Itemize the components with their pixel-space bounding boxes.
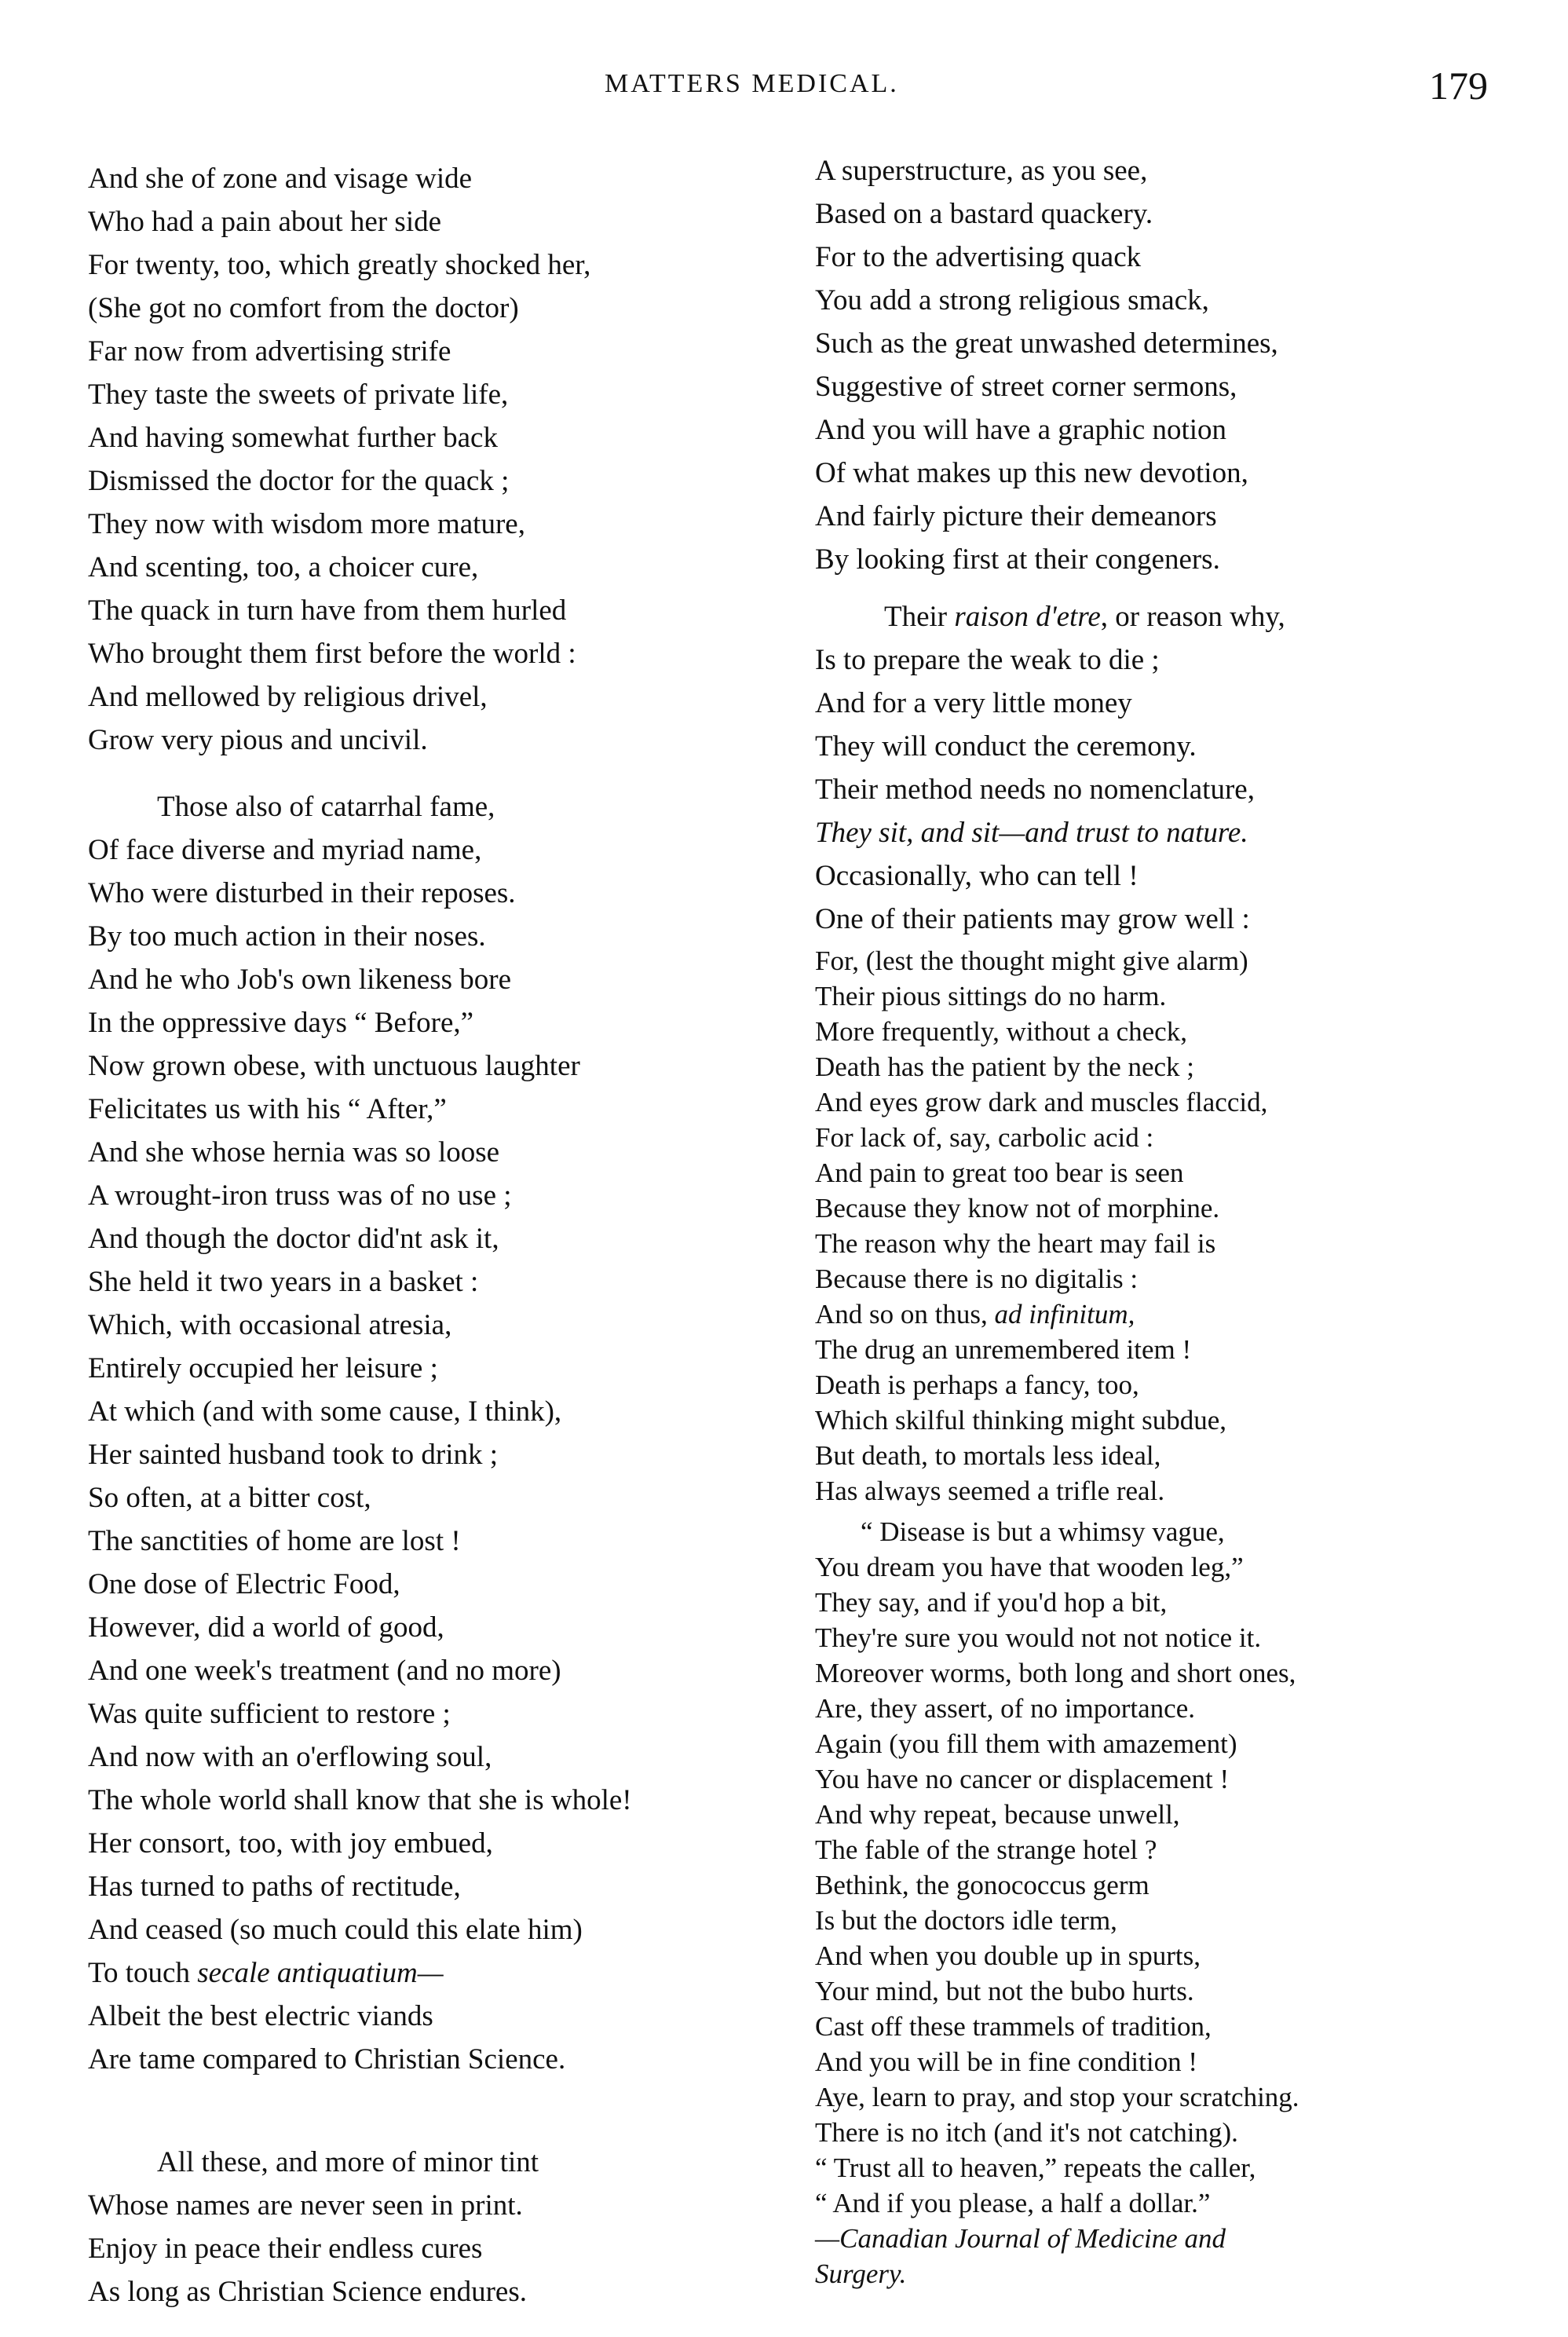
verse-line: They're sure you would not not notice it. <box>815 1622 1262 1653</box>
verse-line: (She got no comfort from the doctor) <box>88 292 519 324</box>
verse-line: By too much action in their noses. <box>88 920 486 953</box>
verse-line: And mellowed by religious drivel, <box>88 681 488 713</box>
left-stanza-2 <box>88 785 795 2081</box>
verse-line: Which skilful thinking might subdue, <box>815 1405 1226 1435</box>
verse-line: And you will have a graphic notion <box>815 414 1227 446</box>
verse-line: “ Trust all to heaven,” repeats the caller, <box>815 2152 1256 2183</box>
page-number: 179 <box>1429 64 1488 108</box>
verse-line: But death, to mortals less ideal, <box>815 1440 1161 1471</box>
right-stanza-1 <box>815 149 1522 581</box>
verse-line: Has turned to paths of rectitude, <box>88 1871 461 1903</box>
verse-line: The drug an unremembered item ! <box>815 1334 1192 1365</box>
verse-line: Suggestive of street corner sermons, <box>815 371 1237 403</box>
verse-line: And you will be in fine condition ! <box>815 2046 1198 2077</box>
verse-line: The sanctities of home are lost ! <box>88 1525 461 1557</box>
verse-line: They taste the sweets of private life, <box>88 379 509 411</box>
verse-line: Grow very pious and uncivil. <box>88 724 428 756</box>
verse-line: You add a strong religious smack, <box>815 284 1209 316</box>
italic-term: raison d'etre <box>954 601 1101 633</box>
verse-line: At which (and with some cause, I think), <box>88 1395 562 1428</box>
right-stanza-3 <box>815 1514 1522 2291</box>
verse-line <box>815 1297 1522 1332</box>
verse-line <box>88 1951 795 1995</box>
verse-line: And fairly picture their demeanors <box>815 500 1217 532</box>
verse-line: Who had a pain about her side <box>88 206 442 238</box>
verse-line: A superstructure, as you see, <box>815 155 1148 187</box>
verse-line: Who were disturbed in their reposes. <box>88 877 516 909</box>
verse-line: You have no cancer or displacement ! <box>815 1764 1230 1794</box>
verse-line: One of their patients may grow well : <box>815 903 1250 935</box>
verse-line: Who brought them first before the world : <box>88 638 576 670</box>
verse-line: For twenty, too, which greatly shocked her, <box>88 249 591 281</box>
verse-line: They sit, and sit—and trust to nature. <box>815 817 1248 849</box>
verse-line: Far now from advertising strife <box>88 335 451 368</box>
right-stanza-2 <box>815 595 1522 941</box>
verse-line: And for a very little money <box>815 687 1132 719</box>
verse-line: And scenting, too, a choicer cure, <box>88 551 479 583</box>
verse-line: And now with an o'erflowing soul, <box>88 1741 492 1773</box>
verse-line: Those also of catarrhal fame, <box>157 791 495 823</box>
verse-text: And so on thus, <box>815 1299 995 1329</box>
verse-line: Their method needs no nomenclature, <box>815 774 1255 806</box>
verse-line: Because there is no digitalis : <box>815 1264 1139 1294</box>
verse-line: Of face diverse and myriad name, <box>88 834 482 866</box>
italic-term: ad infinitum, <box>994 1299 1135 1329</box>
verse-line: You dream you have that wooden leg,” <box>815 1552 1244 1582</box>
verse-line: And she of zone and visage wide <box>88 163 473 195</box>
verse-text: To touch <box>88 1957 198 1989</box>
verse-line: The reason why the heart may fail is <box>815 1228 1216 1259</box>
verse-line: They now with wisdom more mature, <box>88 508 525 540</box>
verse-line: Because they know not of morphine. <box>815 1193 1220 1223</box>
verse-line: Are, they assert, of no importance. <box>815 1693 1196 1724</box>
verse-line: And when you double up in spurts, <box>815 1940 1201 1971</box>
verse-line: More frequently, without a check, <box>815 1016 1187 1047</box>
verse-line: The whole world shall know that she is whole! <box>88 1784 632 1816</box>
verse-line: Their pious sittings do no harm. <box>815 981 1167 1011</box>
verse-line: And pain to great too bear is seen <box>815 1158 1184 1188</box>
verse-line: Of what makes up this new devotion, <box>815 457 1248 489</box>
verse-line: However, did a world of good, <box>88 1611 444 1644</box>
verse-line: A wrought-iron truss was of no use ; <box>88 1179 512 1212</box>
verse-line: And she whose hernia was so loose <box>88 1136 500 1168</box>
verse-line: And having somewhat further back <box>88 422 498 454</box>
verse-line: She held it two years in a basket : <box>88 1266 479 1298</box>
left-stanza-1 <box>88 157 795 762</box>
verse-line: Her sainted husband took to drink ; <box>88 1439 499 1471</box>
verse-text: , or reason why, <box>1100 601 1285 633</box>
source-citation: —Canadian Journal of Medicine and <box>815 2223 1226 2254</box>
verse-line: Felicitates us with his “ After,” <box>88 1093 447 1125</box>
verse-line: They say, and if you'd hop a bit, <box>815 1587 1168 1618</box>
verse-line: And ceased (so much could this elate him) <box>88 1914 583 1946</box>
verse-line: And though the doctor did'nt ask it, <box>88 1223 499 1255</box>
verse-line: And he who Job's own likeness bore <box>88 964 511 996</box>
verse-line: Enjoy in peace their endless cures <box>88 2233 483 2265</box>
verse-line: Whose names are never seen in print. <box>88 2189 523 2222</box>
verse-line: Are tame compared to Christian Science. <box>88 2043 566 2076</box>
verse-line: Cast off these trammels of tradition, <box>815 2011 1212 2042</box>
verse-text: Their <box>884 601 955 633</box>
verse-line: There is no itch (and it's not catching). <box>815 2117 1238 2148</box>
verse-line: Is to prepare the weak to die ; <box>815 644 1160 676</box>
verse-line: In the oppressive days “ Before,” <box>88 1007 474 1039</box>
verse-line: Her consort, too, with joy embued, <box>88 1827 493 1860</box>
verse-line: As long as Christian Science endures. <box>88 2276 527 2308</box>
verse-line: Bethink, the gonococcus germ <box>815 1870 1150 1900</box>
verse-line: They will conduct the ceremony. <box>815 730 1197 763</box>
verse-line <box>815 595 1522 638</box>
verse-line: Is but the doctors idle term, <box>815 1905 1117 1936</box>
verse-line: Has always seemed a trifle real. <box>815 1476 1165 1506</box>
verse-line: “ Disease is but a whimsy vague, <box>861 1516 1225 1547</box>
page-header <box>0 64 1568 116</box>
verse-line: Based on a bastard quackery. <box>815 198 1153 230</box>
italic-term: secale antiquatium— <box>197 1957 444 1989</box>
verse-line: “ And if you please, a half a dollar.” <box>815 2188 1211 2218</box>
verse-line: For to the advertising quack <box>815 241 1142 273</box>
verse-line: Dismissed the doctor for the quack ; <box>88 465 510 497</box>
verse-line: So often, at a bitter cost, <box>88 1482 371 1514</box>
left-stanza-3 <box>88 2141 795 2313</box>
verse-line: The fable of the strange hotel ? <box>815 1834 1157 1865</box>
verse-line: The quack in turn have from them hurled <box>88 594 567 627</box>
verse-line: Such as the great unwashed determines, <box>815 327 1278 360</box>
verse-line: Which, with occasional atresia, <box>88 1309 452 1341</box>
verse-line: And eyes grow dark and muscles flaccid, <box>815 1087 1268 1117</box>
verse-line: Now grown obese, with unctuous laughter <box>88 1050 580 1082</box>
running-head: MATTERS MEDICAL. <box>605 69 899 98</box>
verse-line: Again (you fill them with amazement) <box>815 1728 1237 1759</box>
verse-line: Aye, learn to pray, and stop your scratching. <box>815 2082 1299 2112</box>
source-citation: Surgery. <box>815 2258 907 2289</box>
verse-line: Occasionally, who can tell ! <box>815 860 1139 892</box>
right-stanza-2-continued <box>815 943 1522 1509</box>
verse-line: All these, and more of minor tint <box>157 2146 539 2178</box>
verse-line: Your mind, but not the bubo hurts. <box>815 1976 1194 2006</box>
verse-line: Albeit the best electric viands <box>88 2000 433 2032</box>
verse-line: One dose of Electric Food, <box>88 1568 400 1600</box>
verse-line: For, (lest the thought might give alarm) <box>815 945 1248 976</box>
verse-line: By looking first at their congeners. <box>815 543 1220 576</box>
verse-line: Death has the patient by the neck ; <box>815 1051 1195 1082</box>
verse-line: Was quite sufficient to restore ; <box>88 1698 451 1730</box>
verse-line: Death is perhaps a fancy, too, <box>815 1370 1139 1400</box>
verse-line: Moreover worms, both long and short ones, <box>815 1658 1296 1688</box>
verse-line: And why repeat, because unwell, <box>815 1799 1180 1830</box>
verse-line: Entirely occupied her leisure ; <box>88 1352 438 1384</box>
verse-line: And one week's treatment (and no more) <box>88 1655 561 1687</box>
verse-line: For lack of, say, carbolic acid : <box>815 1122 1154 1153</box>
